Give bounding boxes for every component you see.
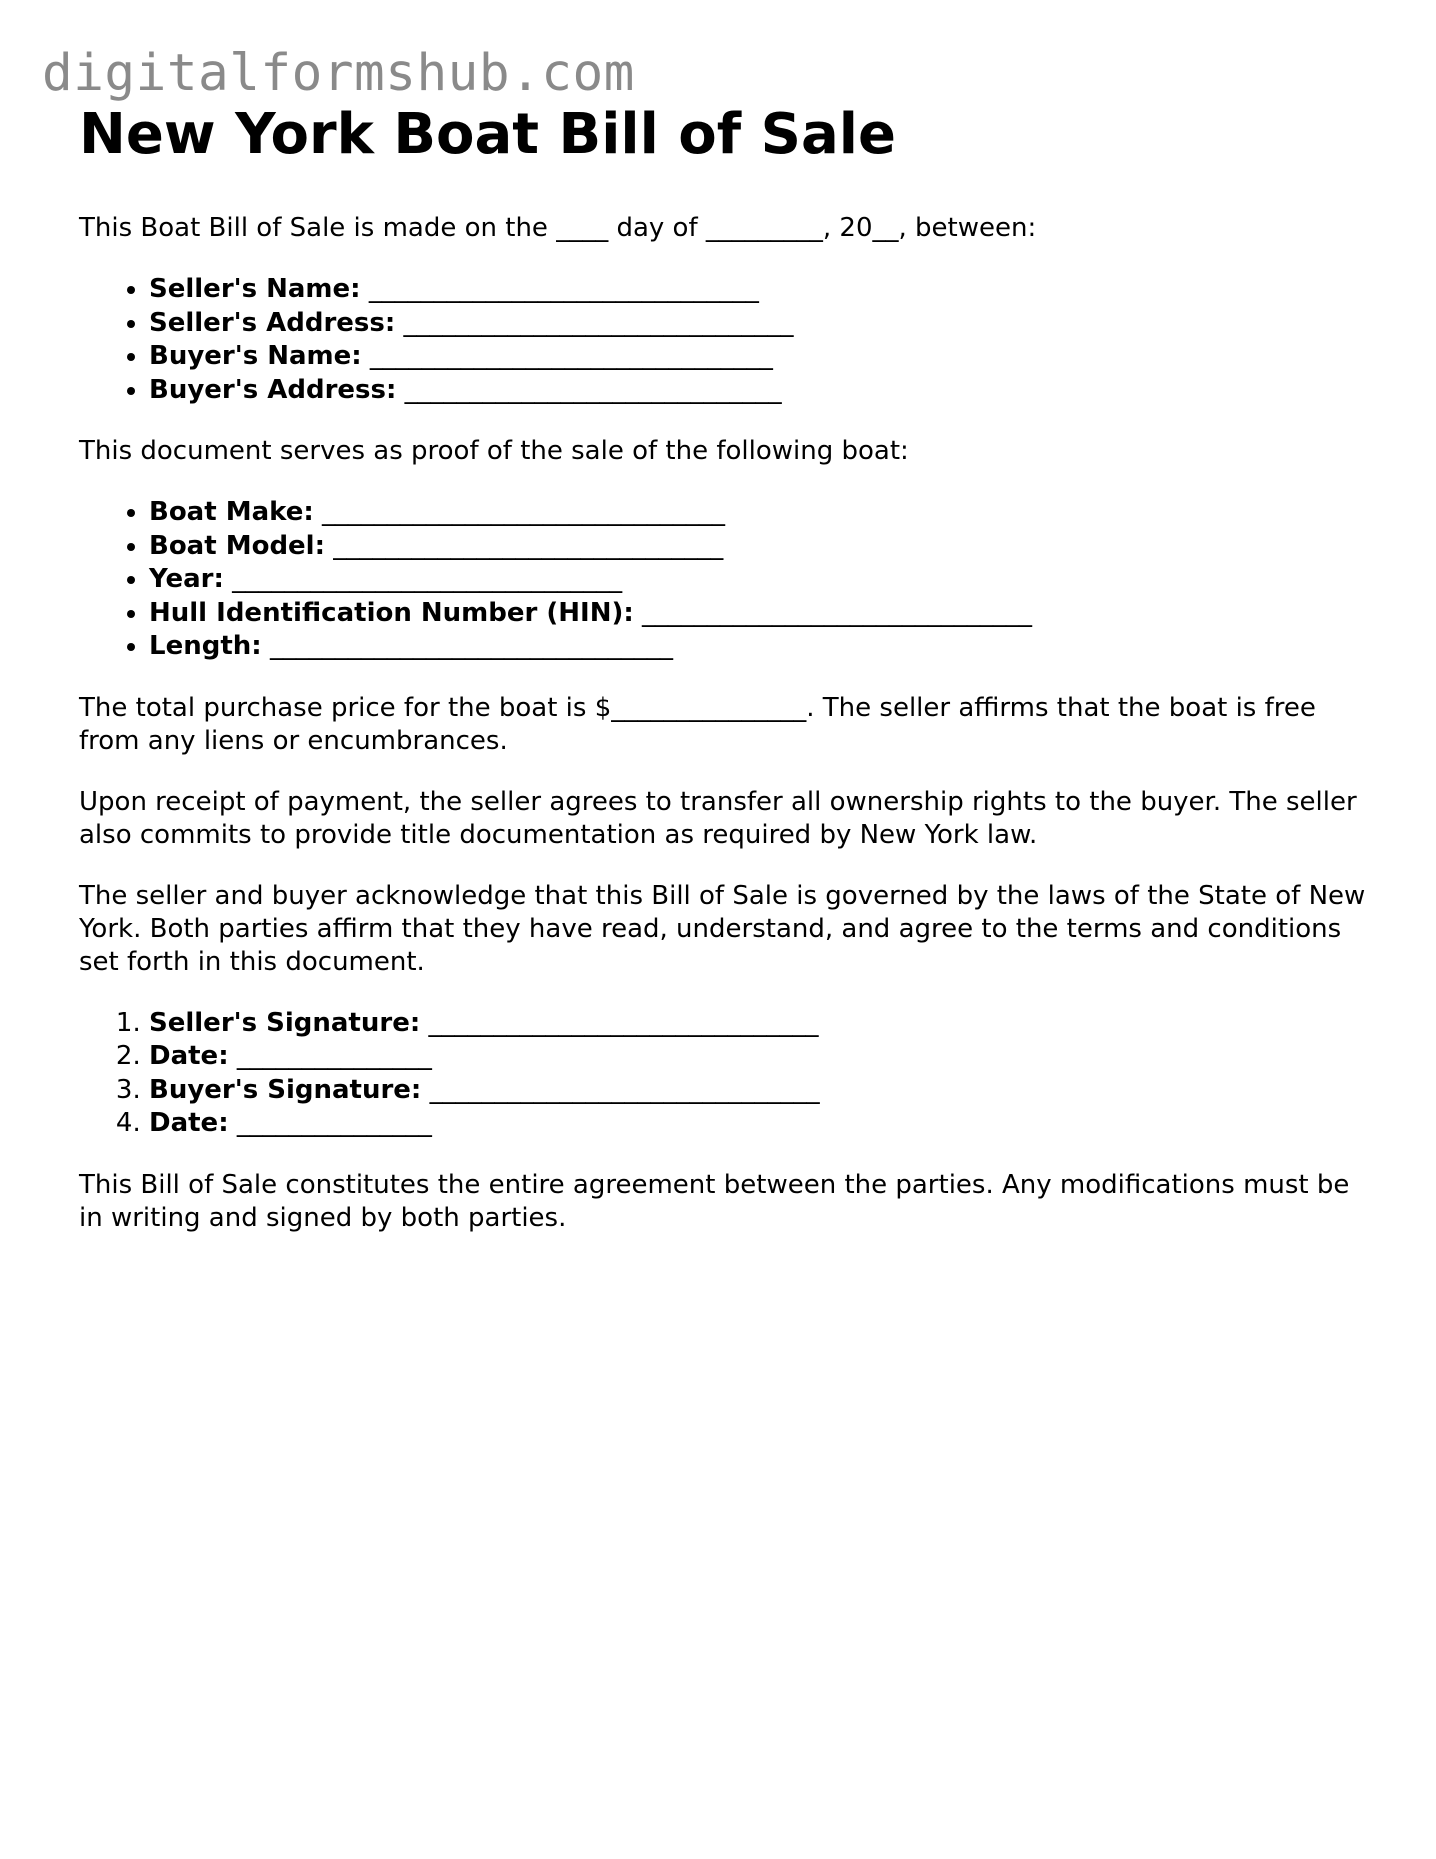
list-item-boat-make [149,496,1369,530]
field-label: Date: [149,1041,229,1071]
parties-list [79,273,1369,407]
field-blank: _______________ [236,1108,432,1138]
boat-intro-paragraph: This document serves as proof of the sale of the following boat: [79,436,909,466]
field-label: Length: [149,631,262,661]
field-label: Buyer's Signature: [149,1074,422,1105]
field-blank: ______________________________ [333,530,724,561]
document-title: New York Boat Bill of Sale [79,102,896,167]
field-label: Seller's Name: [149,274,361,304]
list-item-buyer-date [149,1107,1369,1141]
list-item-buyers-address [149,374,1369,408]
field-blank: ______________________________ [642,597,1033,628]
list-item-boat-model [149,530,1369,564]
transfer-paragraph: Upon receipt of payment, the seller agrees to transfer all ownership rights to the buyer. The seller also commits to provide title documentation as required by New York law. [79,786,1357,850]
list-item-hin [149,597,1369,631]
list-item-buyer-signature [149,1074,1369,1108]
list-item-seller-date [149,1040,1369,1074]
field-blank: _____________________________ [404,374,782,405]
field-blank: ______________________________ [429,1074,820,1105]
field-blank: ______________________________ [368,274,759,304]
field-label: Hull Identification Number (HIN): [149,597,634,628]
final-paragraph: This Bill of Sale constitutes the entire agreement between the parties. Any modifications must be in writing and signed by both parties. [79,1169,1350,1233]
field-label: Buyer's Address: [149,374,397,405]
field-blank: ______________________________ [232,564,623,594]
field-label: Boat Model: [149,530,325,561]
list-item-year [149,563,1369,597]
boat-fields-list [79,496,1369,664]
price-paragraph: The total purchase price for the boat is $_______________. The seller affirms that the boat is free from any liens or encumbrances. [79,692,1316,756]
field-label: Year: [149,564,224,594]
field-blank: _______________ [236,1041,432,1071]
field-label: Buyer's Name: [149,341,362,371]
field-blank: ______________________________ [403,307,794,338]
field-label: Boat Make: [149,497,314,527]
field-label: Seller's Address: [149,307,396,338]
watermark: digitalformshub.com [42,44,635,103]
governing-law-paragraph: The seller and buyer acknowledge that this Bill of Sale is governed by the laws of the State of New York. Both parties affirm that they have read, understand, and agree to the terms and conditions set forth in this document. [79,880,1366,977]
field-label: Date: [149,1108,229,1138]
list-item-sellers-name [149,273,1369,307]
list-item-seller-signature [149,1007,1369,1041]
signatures-list [79,1007,1369,1141]
field-blank: _______________________________ [369,341,773,371]
document-body [79,98,1369,1235]
field-label: Seller's Signature: [149,1007,421,1038]
list-item-length [149,630,1369,664]
list-item-buyers-name [149,340,1369,374]
intro-paragraph: This Boat Bill of Sale is made on the ____ day of _________, 20__, between: [79,213,1037,243]
field-blank: ______________________________ [428,1007,819,1038]
list-item-sellers-address [149,307,1369,341]
field-blank: _______________________________ [269,631,673,661]
field-blank: _______________________________ [322,497,726,527]
